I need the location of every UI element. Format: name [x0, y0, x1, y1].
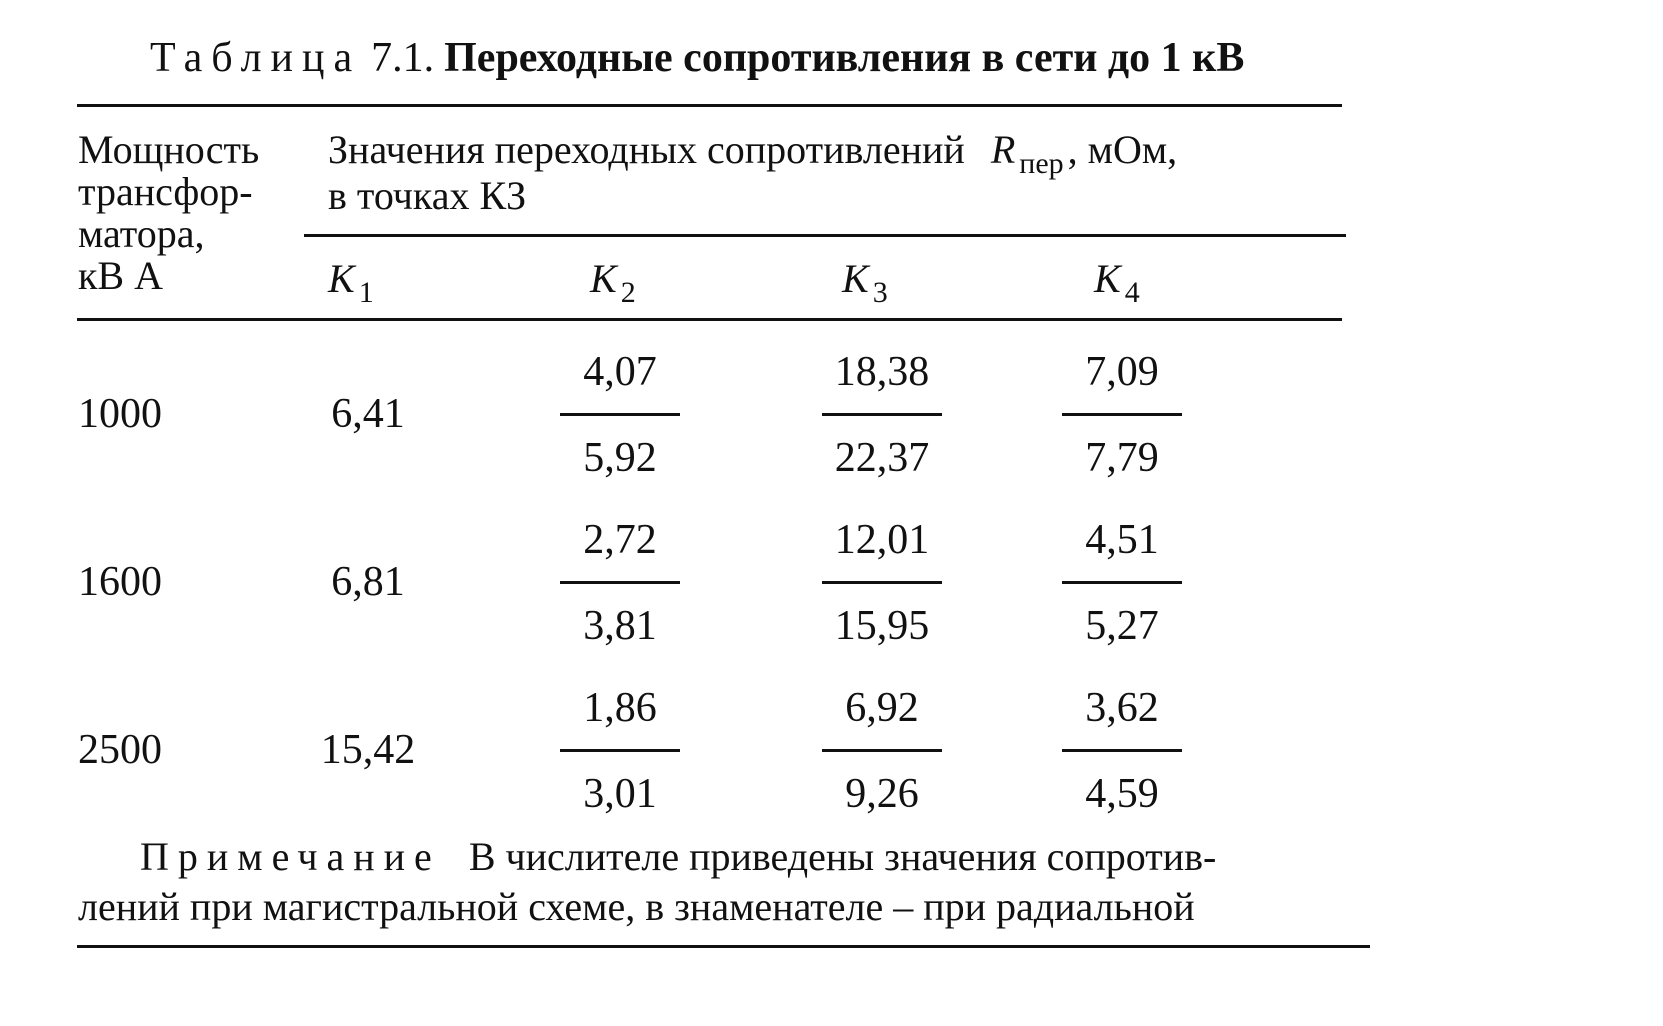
denominator: 5,27 — [1085, 603, 1159, 649]
row-k1-value: 6,41 — [331, 391, 405, 437]
row-power: 1000 — [78, 391, 162, 437]
power-header-line: матора, — [78, 211, 205, 256]
fraction-bar — [1062, 749, 1182, 752]
table-title-text: Переходные сопротивления в сети до 1 кВ — [444, 35, 1245, 81]
power-header-line: кВ А — [78, 253, 163, 298]
numerator: 12,01 — [834, 517, 930, 563]
point-header-k3: K $_3$ — [842, 256, 888, 309]
fraction-k4 — [1062, 518, 1182, 648]
numerator: 1,86 — [583, 685, 657, 731]
power-column-header — [78, 129, 259, 297]
fraction-k4 — [1062, 686, 1182, 816]
note-text-1: В числителе приведены значения сопротив- — [468, 834, 1217, 879]
table-title-label: Таблица — [150, 35, 362, 81]
row-k1-value: 6,81 — [331, 559, 405, 605]
row-power: 2500 — [78, 727, 162, 773]
numerator: 7,09 — [1085, 349, 1159, 395]
fraction-k3 — [822, 518, 942, 648]
r-unit: , мОм, — [1067, 127, 1178, 172]
denominator: 15,95 — [834, 603, 930, 649]
fraction-bar — [1062, 413, 1182, 416]
r-subscript: пер — [1019, 147, 1064, 180]
fraction-bar — [1062, 581, 1182, 584]
denominator: 22,37 — [834, 435, 930, 481]
values-header-line-1 — [328, 127, 1178, 180]
fraction-k2 — [560, 686, 680, 816]
point-header-k2: K $_2$ — [590, 256, 636, 309]
fraction-k2 — [560, 350, 680, 480]
power-header-line: Мощность — [78, 127, 260, 172]
denominator: 7,79 — [1085, 435, 1159, 481]
power-header-line: трансфор- — [78, 169, 253, 214]
fraction-k3 — [822, 350, 942, 480]
denominator: 3,81 — [583, 603, 657, 649]
numerator: 4,51 — [1085, 517, 1159, 563]
denominator: 4,59 — [1085, 771, 1159, 817]
table-note — [78, 832, 1216, 932]
note-line-1 — [78, 832, 1216, 882]
point-header-k1: K $_1$ — [328, 256, 374, 309]
subheader-rule — [304, 234, 1346, 237]
fraction-bar — [560, 581, 680, 584]
numerator: 2,72 — [583, 517, 657, 563]
denominator: 9,26 — [845, 771, 919, 817]
header-bottom-rule — [77, 318, 1342, 321]
fraction-k4 — [1062, 350, 1182, 480]
row-k1-value: 15,42 — [320, 727, 416, 773]
table-title — [150, 34, 1244, 82]
fraction-k3 — [822, 686, 942, 816]
note-line-2: лений при магистральной схеме, в знаменателе – при радиальной — [78, 884, 1195, 929]
row-power: 1600 — [78, 559, 162, 605]
top-rule — [77, 104, 1342, 107]
table-number: 7.1. — [371, 35, 435, 81]
point-header-k4: K $_4$ — [1094, 256, 1140, 309]
note-label: Примечание — [140, 834, 441, 879]
numerator: 6,92 — [845, 685, 919, 731]
fraction-k2 — [560, 518, 680, 648]
denominator: 5,92 — [583, 435, 657, 481]
fraction-bar — [822, 749, 942, 752]
fraction-bar — [560, 749, 680, 752]
r-symbol: R — [990, 127, 1016, 172]
numerator: 3,62 — [1085, 685, 1159, 731]
values-header-text: Значения переходных сопротивлений — [328, 127, 965, 172]
fraction-bar — [822, 413, 942, 416]
denominator: 3,01 — [583, 771, 657, 817]
numerator: 4,07 — [583, 349, 657, 395]
values-group-header — [328, 129, 1177, 217]
fraction-bar — [560, 413, 680, 416]
numerator: 18,38 — [834, 349, 930, 395]
bottom-rule — [77, 945, 1370, 948]
fraction-bar — [822, 581, 942, 584]
values-header-line-2: в точках КЗ — [328, 173, 527, 218]
